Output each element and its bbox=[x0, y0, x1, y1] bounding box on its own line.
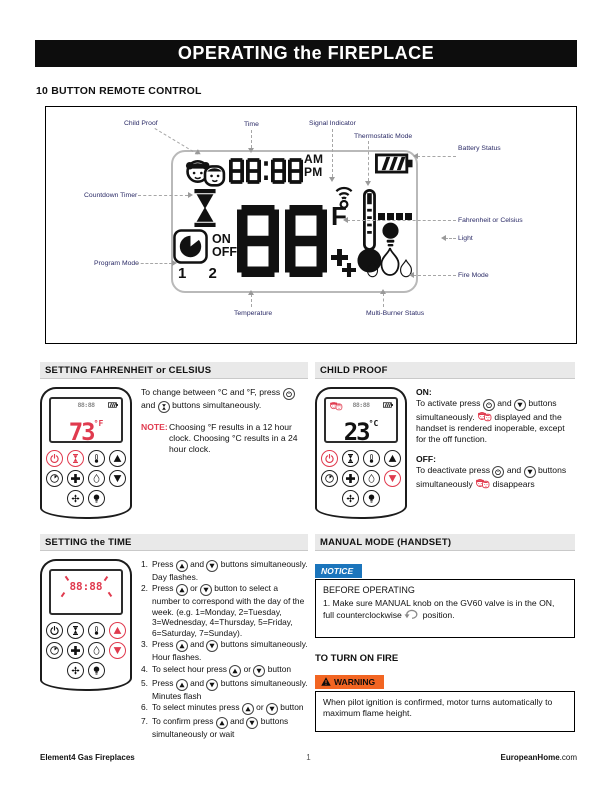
connector-battery bbox=[417, 156, 456, 157]
label-temperature: Temperature bbox=[234, 310, 273, 317]
display-time-flashing: 88:88 bbox=[54, 580, 118, 593]
page-number: 1 bbox=[306, 753, 311, 762]
connector-temperature bbox=[251, 294, 252, 307]
label-child-proof: Child Proof bbox=[124, 120, 158, 127]
up-button-icon bbox=[176, 584, 188, 596]
fan-button-icon bbox=[67, 490, 84, 507]
up-button-icon bbox=[176, 640, 188, 652]
am-pm-indicator: AM PM bbox=[304, 152, 324, 179]
fahrenheit-instructions: To change between °C and °F, press and buttons simultaneously. NOTE: Choosing °F results in a 12 hour clock. Choosing °C results in a 24 hour clock. bbox=[141, 387, 308, 519]
child-proof-icon bbox=[477, 411, 492, 422]
flash-tick bbox=[103, 576, 107, 581]
connector-multi-burner bbox=[383, 293, 384, 307]
power-button-icon bbox=[46, 450, 63, 467]
program-button-icon bbox=[46, 470, 63, 487]
step-item: 6. To select minutes press or button bbox=[141, 702, 308, 715]
down-button-icon bbox=[109, 642, 126, 659]
connector-signal bbox=[332, 129, 333, 177]
page-footer bbox=[40, 753, 577, 762]
off-label: OFF: bbox=[416, 454, 437, 464]
section-child-proof bbox=[315, 362, 575, 519]
child-proof-icon bbox=[475, 478, 490, 489]
section-setting-time bbox=[40, 534, 308, 740]
connector-thermostatic bbox=[368, 141, 369, 181]
timer-button-icon bbox=[158, 401, 170, 413]
flash-tick bbox=[61, 592, 65, 597]
note-label: NOTE: bbox=[141, 422, 168, 432]
power-button-icon bbox=[46, 622, 63, 639]
up-button-icon bbox=[109, 450, 126, 467]
warning-triangle-icon bbox=[321, 677, 331, 686]
step-item: 2. Press or button to select a number to correspond with the day of the week. (e.g. 1=Monday, 2=Tuesday, 3=Wednesday, 4=Thursday, 5=Friday, 6=Saturday, 7=Sunday). bbox=[141, 583, 305, 638]
connector-fahrenheit bbox=[347, 220, 456, 221]
footer-website: EuropeanHome.com bbox=[500, 753, 577, 762]
down-button-icon bbox=[384, 470, 401, 487]
connector-fire bbox=[413, 275, 456, 276]
up-button-icon bbox=[109, 622, 126, 639]
program-button-icon bbox=[321, 470, 338, 487]
power-button-icon bbox=[321, 450, 338, 467]
remote-buttons bbox=[317, 450, 405, 507]
light-icon bbox=[381, 221, 400, 248]
down-button-icon bbox=[524, 466, 536, 478]
label-signal-indicator: Signal Indicator bbox=[309, 120, 356, 127]
thermostat-button-icon bbox=[88, 622, 105, 639]
connector-program bbox=[136, 263, 172, 264]
step-item: 3. Press and buttons simultaneously. Hour flashes. bbox=[141, 639, 308, 663]
page-title: OPERATING the FIREPLACE bbox=[177, 43, 435, 63]
down-button-icon bbox=[206, 640, 218, 652]
section-manual-mode bbox=[315, 534, 575, 732]
flame-button-icon bbox=[363, 470, 380, 487]
up-button-icon bbox=[229, 665, 241, 677]
program-button-icon bbox=[46, 642, 63, 659]
remote-illustration-fahrenheit bbox=[40, 387, 132, 519]
remote-display-diagram bbox=[45, 106, 577, 344]
down-button-icon bbox=[206, 679, 218, 691]
label-thermostatic-mode: Thermostatic Mode bbox=[354, 133, 413, 140]
program-mode-icon bbox=[173, 229, 208, 264]
lcd-time-digits bbox=[229, 153, 305, 189]
fan-button-icon bbox=[342, 490, 359, 507]
remote-display bbox=[324, 397, 398, 446]
remote-illustration-time bbox=[40, 559, 132, 691]
light-button-icon bbox=[88, 662, 105, 679]
program-on-off: ON OFF bbox=[212, 232, 237, 259]
remote-buttons bbox=[42, 622, 130, 679]
display-time: 88:88 bbox=[77, 401, 95, 409]
up-button-icon bbox=[242, 703, 254, 715]
section-title-remote-control: 10 BUTTON REMOTE CONTROL bbox=[36, 85, 202, 97]
burner-button-icon bbox=[67, 642, 84, 659]
fahrenheit-celsius-letter: F bbox=[331, 201, 347, 231]
on-label: ON: bbox=[416, 387, 432, 397]
down-button-icon bbox=[253, 665, 265, 677]
child-proof-icon bbox=[329, 401, 343, 411]
light-button-icon bbox=[363, 490, 380, 507]
footer-brand: Element4 Gas Fireplaces bbox=[40, 753, 135, 762]
thermostat-button-icon bbox=[363, 450, 380, 467]
counterclockwise-icon bbox=[404, 609, 420, 619]
down-button-icon bbox=[206, 560, 218, 572]
section-fahrenheit-celsius bbox=[40, 362, 308, 519]
connector-countdown bbox=[138, 195, 188, 196]
flash-tick bbox=[107, 592, 111, 597]
remote-buttons bbox=[42, 450, 130, 507]
label-countdown-timer: Countdown Timer bbox=[84, 192, 138, 199]
section-heading-fahrenheit: SETTING FAHRENHEIT or CELSIUS bbox=[40, 362, 308, 379]
display-temperature: $73^{^\circ F}$ bbox=[68, 418, 104, 446]
light-button-icon bbox=[88, 490, 105, 507]
thermostat-button-icon bbox=[88, 450, 105, 467]
step-item: 1. Press and buttons simultaneously. Day flashes. bbox=[141, 559, 308, 582]
multi-burner-icon bbox=[331, 249, 363, 283]
note-block bbox=[141, 422, 308, 455]
battery-icon bbox=[108, 402, 118, 408]
down-button-icon bbox=[246, 717, 258, 729]
display-time: 88:88 bbox=[352, 401, 370, 409]
lcd-temperature-digits bbox=[237, 198, 333, 284]
warning-box bbox=[315, 691, 575, 732]
burner-button-icon bbox=[67, 470, 84, 487]
down-button-icon bbox=[514, 399, 526, 411]
section-heading-manual-mode: MANUAL MODE (HANDSET) bbox=[315, 534, 575, 551]
timer-button-icon bbox=[342, 450, 359, 467]
label-time: Time bbox=[244, 121, 259, 128]
power-button-icon bbox=[492, 466, 504, 478]
countdown-timer-icon bbox=[192, 189, 218, 227]
flash-tick bbox=[65, 576, 69, 581]
battery-status-icon bbox=[375, 152, 413, 175]
label-light: Light bbox=[458, 235, 473, 242]
section-heading-time: SETTING the TIME bbox=[40, 534, 308, 551]
to-turn-on-fire-heading: TO TURN ON FIRE bbox=[315, 653, 399, 665]
flame-button-icon bbox=[88, 642, 105, 659]
connector-child-proof bbox=[154, 128, 197, 155]
child-proof-instructions: ON: To activate press and buttons simultaneously. displayed and the handset is rendered inoperable, except for the off function. OFF: To deactivate press and buttons simultaneously disappears bbox=[416, 387, 575, 519]
child-proof-icon bbox=[183, 157, 227, 189]
page-header-bar bbox=[35, 40, 577, 67]
section-heading-child-proof: CHILD PROOF bbox=[315, 362, 575, 379]
power-button-icon bbox=[483, 399, 495, 411]
up-button-icon bbox=[176, 679, 188, 691]
timer-button-icon bbox=[67, 450, 84, 467]
warning-badge: WARNING bbox=[315, 675, 384, 689]
before-operating-heading: BEFORE OPERATING bbox=[323, 585, 415, 595]
label-fahrenheit-celsius: Fahrenheit or Celsius bbox=[458, 217, 523, 224]
remote-display bbox=[49, 397, 123, 446]
fire-mode-icon bbox=[366, 247, 412, 285]
burner-button-icon bbox=[342, 470, 359, 487]
down-button-icon bbox=[109, 470, 126, 487]
up-button-icon bbox=[176, 560, 188, 572]
flame-button-icon bbox=[88, 470, 105, 487]
fan-button-icon bbox=[67, 662, 84, 679]
connector-light bbox=[445, 238, 456, 239]
label-program-mode: Program Mode bbox=[94, 260, 139, 267]
time-setting-steps bbox=[141, 559, 308, 740]
step-item: 5. Press and buttons simultaneously. Minutes flash bbox=[141, 677, 308, 701]
display-temperature: $23^{^\circ C}$ bbox=[343, 418, 379, 446]
label-battery-status: Battery Status bbox=[458, 145, 501, 152]
remote-display bbox=[49, 569, 123, 615]
notice-badge: NOTICE bbox=[315, 564, 362, 578]
timer-button-icon bbox=[67, 622, 84, 639]
down-button-icon bbox=[200, 584, 212, 596]
up-button-icon bbox=[384, 450, 401, 467]
connector-time bbox=[251, 130, 252, 148]
warning-text: When pilot ignition is confirmed, motor turns automatically to maximum flame height. bbox=[323, 697, 553, 719]
step-item: 4. To select hour press or button bbox=[141, 664, 308, 677]
label-multi-burner-status: Multi-Burner Status bbox=[366, 310, 425, 317]
notice-item: 1. Make sure MANUAL knob on the GV60 valve is in the ON, full counterclockwise position. bbox=[323, 597, 555, 620]
down-button-icon bbox=[266, 703, 278, 715]
program-numbers: 1 2 bbox=[178, 265, 226, 282]
note-text: Choosing °F results in a 12 hour clock. Choosing °C results in a 24 hour clock. bbox=[169, 422, 298, 454]
remote-illustration-child-proof bbox=[315, 387, 407, 519]
step-item: 7. To confirm press and buttons simultaneously or wait bbox=[141, 715, 289, 739]
label-fire-mode: Fire Mode bbox=[458, 272, 489, 279]
up-button-icon bbox=[216, 717, 228, 729]
notice-box bbox=[315, 579, 575, 638]
battery-icon bbox=[383, 402, 393, 408]
power-button-icon bbox=[283, 388, 295, 400]
